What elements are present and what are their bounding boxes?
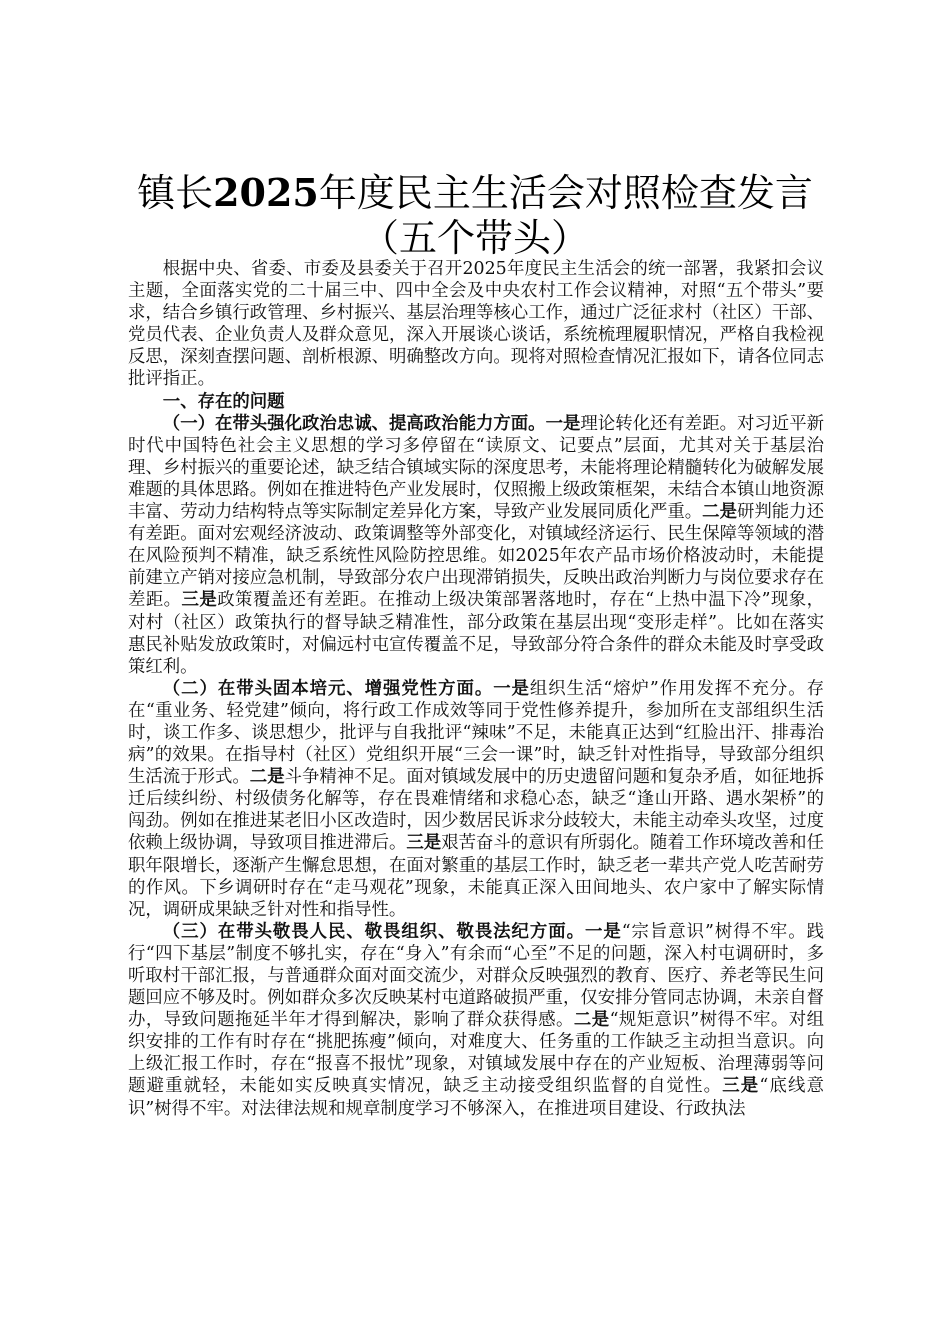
point-label: 二是	[249, 767, 285, 788]
point-label: 一是	[493, 678, 530, 699]
point-text: 斗争精神不足。面对镇域发展中的历史遗留问题和复杂矛盾，如征地拆迁后续纠纷、村级债务化解等，存在畏难情绪和求稳心态，缺乏“逢山开路、遇水架桥”的闯劲。例如在推进某老旧小区改造时，因少数居民诉求分歧较大，未能主动牵头攻坚，过度依赖上级协调，导致项目推进滞后。	[128, 767, 824, 854]
point-label: 三是	[181, 590, 218, 611]
point-label: 二是	[573, 1010, 610, 1031]
subsection-heading-2: （二）在带头固本培元、增强党性方面。	[162, 678, 494, 699]
paragraph-reverence	[128, 921, 824, 1120]
paragraph-party-spirit	[128, 678, 824, 921]
point-label: 三是	[406, 833, 442, 854]
point-label: 一是	[584, 921, 622, 942]
point-label: 三是	[722, 1076, 760, 1097]
subsection-heading-1: （一）在带头强化政治忠诚、提高政治能力方面。	[162, 413, 546, 434]
point-text: 组织生活“熔炉”作用发挥不充分。存在“重业务、轻党建”倾向，将行政工作成效等同于党性修养提升，参加所在支部组织生活时，谈工作多、谈思想少，批评与自我批评“辣味”不足，未能真正达到“红脸出汗、排毒治病”的效果。在指导村（社区）党组织开展“三会一课”时，缺乏针对性指导，导致部分组织生活流于形式。	[128, 678, 824, 788]
paragraph-political-ability	[128, 413, 824, 678]
point-text: “规矩意识”树得不牢。对组织安排的工作有时存在“挑肥拣瘦”倾向，对难度大、任务重的工作缺乏主动担当意识。向上级汇报工作时，存在“报喜不报忧”现象，对镇域发展中存在的产业短板、治理薄弱等问题避重就轻，未能如实反映真实情况，缺乏主动接受组织监督的自觉性。	[128, 1010, 824, 1097]
title-part1: 镇长	[137, 171, 214, 215]
point-text: 理论转化还有差距。对习近平新时代中国特色社会主义思想的学习多停留在“读原文、记要点”层面，尤其对关于基层治理、乡村振兴的重要论述，缺乏结合镇域实际的深度思考，未能将理论精髓转化为破解发展难题的具体思路。例如在推进特色产业发展时，仅照搬上级政策框架，未结合本镇山地资源丰富、劳动力结构特点等实际制定差异化方案，导致产业发展同质化严重。	[128, 413, 824, 523]
point-text: 政策覆盖还有差距。在推动上级决策部署落地时，存在“上热中温下冷”现象，对村（社区）政策执行的督导缺乏精准性，部分政策在基层出现“变形走样”。比如在落实惠民补贴发放政策时，对偏远村屯宣传覆盖不足，导致部分符合条件的群众未能及时享受政策红利。	[128, 590, 824, 677]
title-part2: 年度民主生活会对照检查发言（五个带头）	[318, 171, 813, 260]
point-label: 二是	[702, 502, 737, 523]
section-heading-problems: 一、存在的问题	[162, 391, 285, 412]
intro-paragraph: 根据中央、省委、市委及县委关于召开2025年度民主生活会的统一部署，我紧扣会议主题，全面落实党的二十届三中、四中全会及中央农村工作会议精神，对照“五个带头”要求，结合乡镇行政管理、乡村振兴、基层治理等核心工作，通过广泛征求村（社区）干部、党员代表、企业负责人及群众意见，深入开展谈心谈话，系统梳理履职情况，严格自我检视反思，深刻查摆问题、剖析根源、明确整改方向。现将对照检查情况汇报如下，请各位同志批评指正。	[128, 259, 824, 390]
point-text: “底线意识”树得不牢。对法律法规和规章制度学习不够深入，在推进项目建设、行政执法	[128, 1076, 824, 1119]
document-body	[128, 258, 824, 1120]
point-text: “宗旨意识”树得不牢。践行“四下基层”制度不够扎实，存在“身入”有余而“心至”不足的问题，深入村屯调研时，多听取村干部汇报，与普通群众面对面交流少，对群众反映强烈的教育、医疗、养老等民生问题回应不够及时。例如群众多次反映某村屯道路破损严重，仅安排分管同志协调，未亲自督办，导致问题拖延半年才得到解决，影响了群众获得感。	[128, 921, 824, 1031]
point-text: 研判能力还有差距。面对宏观经济波动、政策调整等外部变化，对镇域经济运行、民生保障等领域的潜在风险预判不精准，缺乏系统性风险防控思维。如2025年农产品市场价格波动时，未能提前建立产销对接应急机制，导致部分农户出现滞销损失，反映出政治判断力与岗位要求存在差距。	[128, 502, 824, 611]
point-label: 一是	[545, 413, 581, 434]
point-text: 艰苦奋斗的意识有所弱化。随着工作环境改善和任职年限增长，逐渐产生懈怠思想，在面对繁重的基层工作时，缺乏老一辈共产党人吃苦耐劳的作风。下乡调研时存在“走马观花”现象，未能真正深入田间地头、农户家中了解实际情况，调研成果缺乏针对性和指导性。	[128, 833, 824, 920]
document-title	[120, 170, 830, 261]
subsection-heading-3: （三）在带头敬畏人民、敬畏组织、敬畏法纪方面。	[162, 921, 585, 942]
title-year: 2025	[213, 170, 319, 215]
